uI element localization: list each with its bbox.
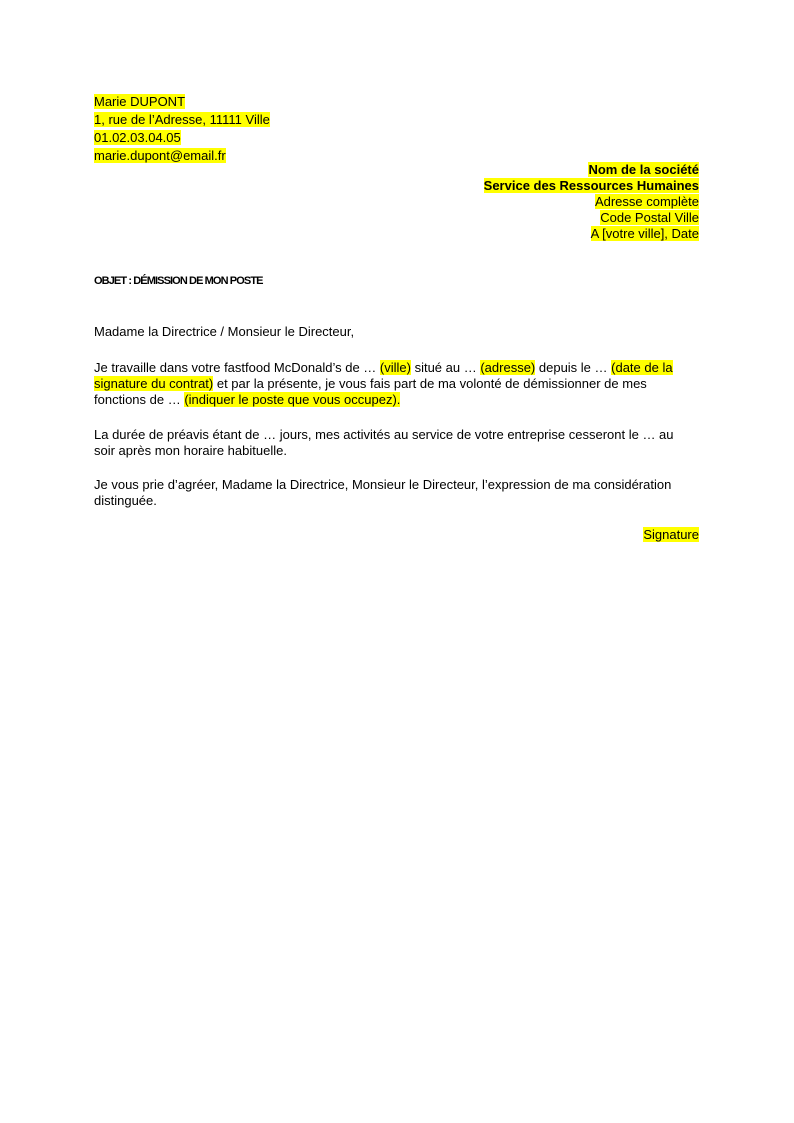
recipient-company: Nom de la société — [588, 162, 699, 177]
signature-label: Signature — [643, 527, 699, 542]
letter-subject: OBJET : DÉMISSION DE MON POSTE — [94, 275, 263, 287]
placeholder-contract-date: (date de la — [611, 360, 673, 375]
recipient-address: Adresse complète — [594, 194, 699, 209]
place-date: A [votre ville], Date — [590, 226, 699, 241]
paragraph-intro — [94, 360, 700, 408]
salutation: Madame la Directrice / Monsieur le Directeur, — [94, 324, 355, 339]
paragraph-intro-line3: fonctions de … (indiquer le poste que vous occupez). — [94, 392, 401, 407]
recipient-department: Service des Ressources Humaines — [483, 178, 699, 193]
placeholder-position: (indiquer le poste que vous occupez). — [184, 392, 401, 407]
paragraph-notice: La durée de préavis étant de … jours, mes activités au service de votre entreprise cesseront le … au soir après mon horaire habituelle. — [94, 427, 674, 458]
paragraph-intro-line2: signature du contrat) et par la présente, je vous fais part de ma volonté de démissionner de mes — [94, 376, 647, 391]
sender-phone: 01.02.03.04.05 — [94, 130, 181, 145]
recipient-postal-city: Code Postal Ville — [600, 210, 699, 225]
sender-email: marie.dupont@email.fr — [94, 148, 226, 163]
placeholder-city: (ville) — [379, 360, 411, 375]
signature — [643, 527, 699, 543]
sender-block — [94, 93, 270, 165]
paragraph-intro-line1: Je travaille dans votre fastfood McDonald’s de … (ville) situé au … (adresse) depuis le … (date de la — [94, 360, 673, 375]
placeholder-address: (adresse) — [480, 360, 536, 375]
sender-name: Marie DUPONT — [94, 94, 186, 109]
sender-address: 1, rue de l’Adresse, 11111 Ville — [94, 112, 270, 127]
placeholder-contract-date-cont: signature du contrat) — [94, 376, 214, 391]
recipient-block — [484, 162, 699, 242]
paragraph-closing: Je vous prie d’agréer, Madame la Directrice, Monsieur le Directeur, l’expression de ma considération distinguée. — [94, 477, 672, 508]
